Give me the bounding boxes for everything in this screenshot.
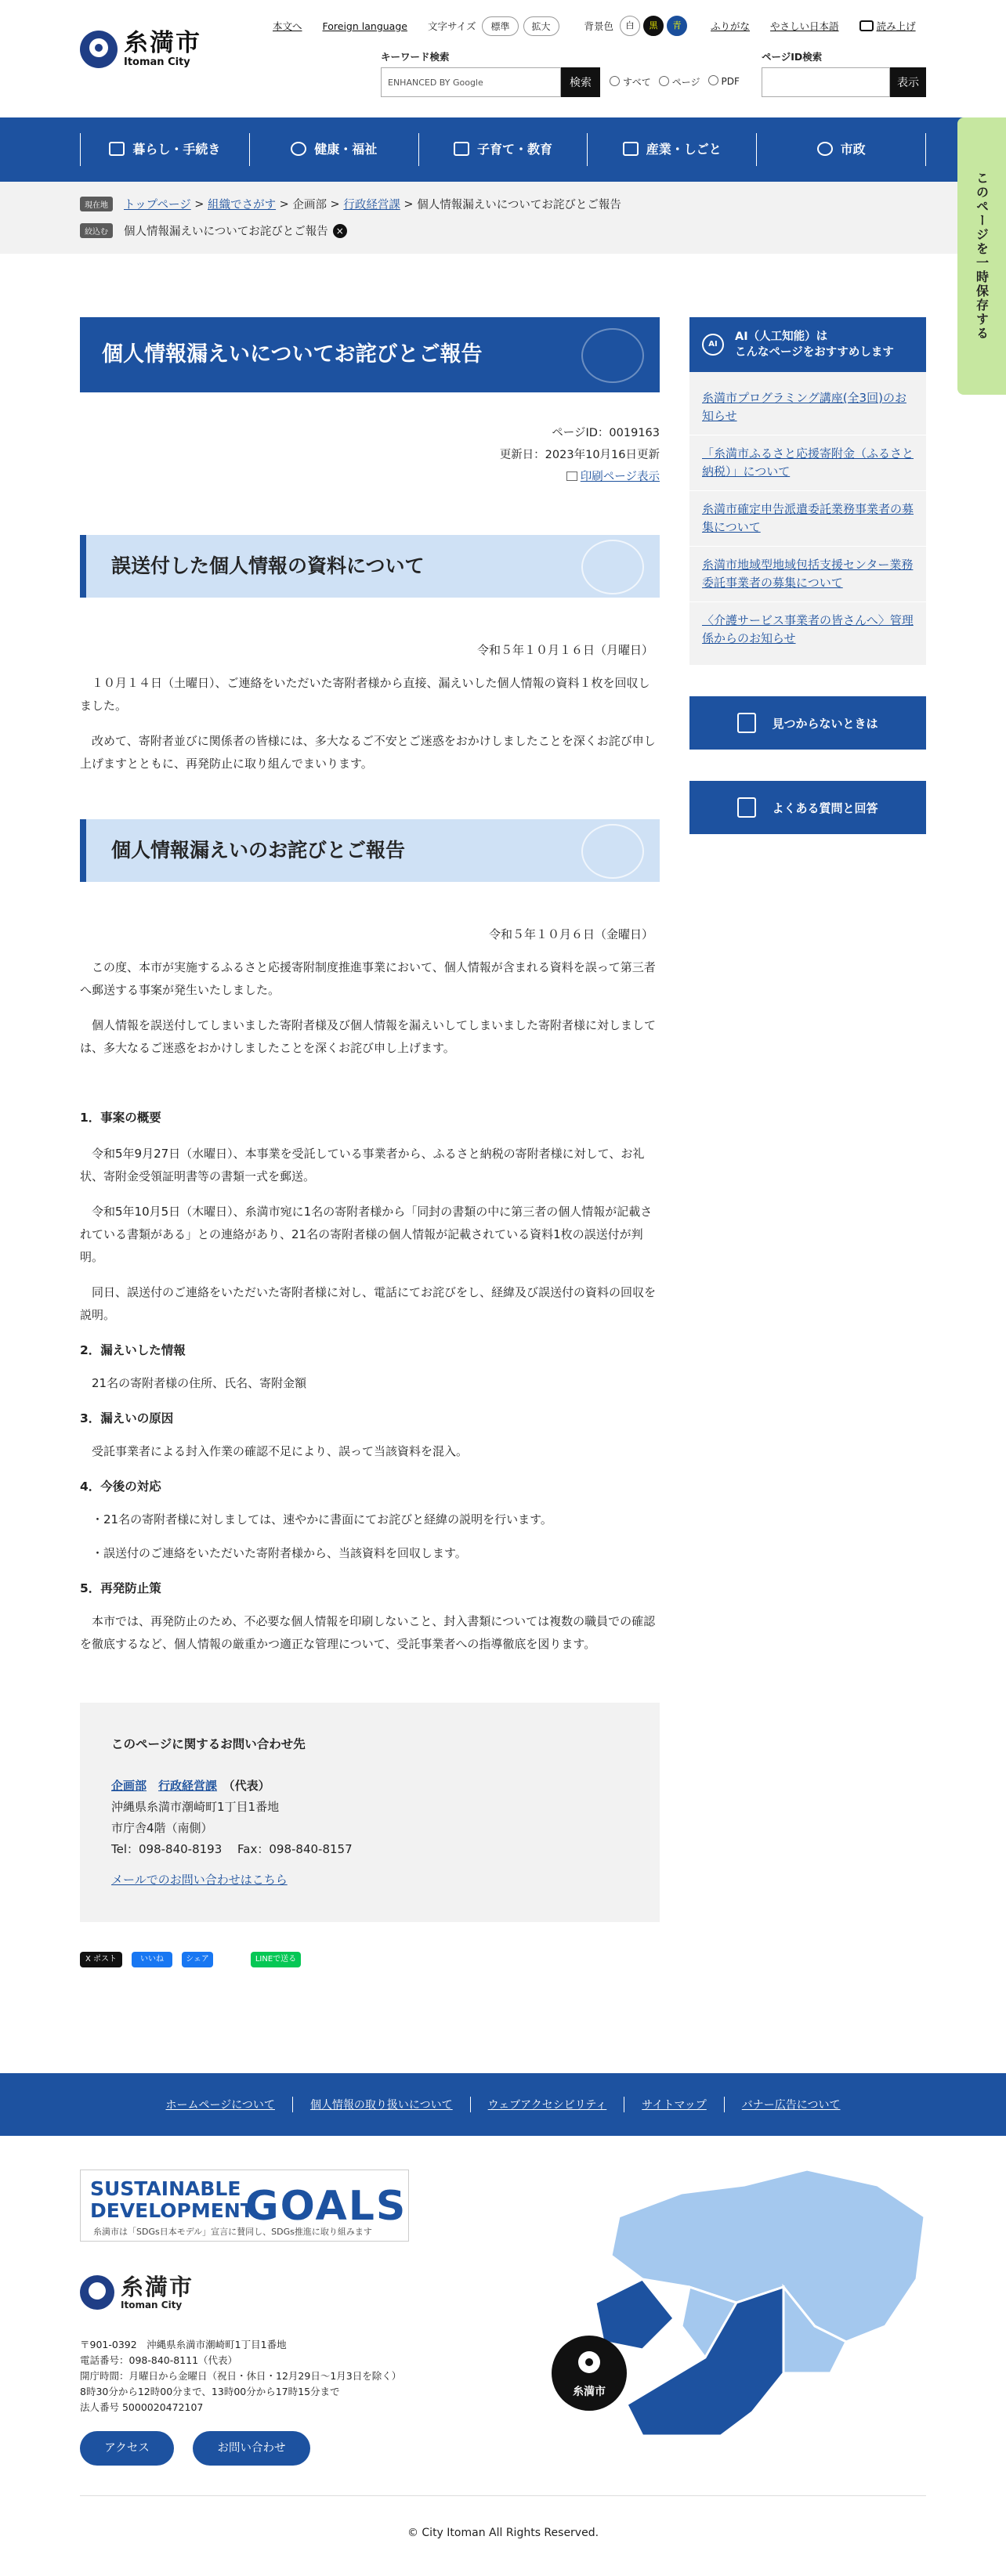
gnav-item-childcare[interactable]: 子育て・教育 xyxy=(418,133,588,166)
logo-text-ja: 糸満市 xyxy=(124,29,201,57)
radio-pdf[interactable]: PDF xyxy=(708,75,740,89)
x-post-button[interactable]: X ポスト xyxy=(80,1952,122,1967)
keyword-search-input[interactable]: ENHANCED BY Google xyxy=(381,67,561,97)
subheading: 2．漏えいした情報 xyxy=(80,1343,186,1357)
paragraph: 21名の寄附者様の住所、氏名、寄附金額 xyxy=(92,1376,307,1390)
radio-page[interactable]: ページ xyxy=(659,75,700,89)
gnav-item-living[interactable]: 暮らし・手続き xyxy=(80,133,249,166)
paragraph: 個人情報を誤送付してしまいました寄附者様及び個人情報を漏えいしてしまいました寄附者様に対しましては、多大なるご迷惑をおかけしましたことを深くお詫び申し上げます。 xyxy=(80,1018,657,1055)
footer-address xyxy=(80,2337,401,2415)
bg-blue-button[interactable]: 青 xyxy=(667,16,687,36)
read-aloud-link[interactable]: 読み上げ xyxy=(876,20,916,32)
contact-rep: （代表） xyxy=(229,1779,270,1793)
line-share-button[interactable]: LINEで送る xyxy=(251,1952,301,1967)
list-item[interactable]: 糸満市地域型地域包括支援センター業務委託事業者の募集について xyxy=(689,547,926,602)
gnav-item-health[interactable]: 健康・福祉 xyxy=(249,133,418,166)
subheading: 1．事案の概要 xyxy=(80,1111,161,1125)
footer-link-about[interactable]: ホームページについて xyxy=(165,2099,275,2112)
bg-white-button[interactable]: 白 xyxy=(620,16,640,36)
city-emblem-icon xyxy=(80,31,118,68)
paragraph: 本市では、再発防止のため、不必要な個人情報を印刷しないこと、封入書類については複数の職員での確認を徹底するなど、個人情報の厳重かつ適正な管理について、受託事業者への指導徹底を図ります。 xyxy=(80,1614,656,1651)
footer-link-privacy[interactable]: 個人情報の取り扱いについて xyxy=(292,2097,470,2112)
keyword-search-label: キーワード検索 xyxy=(381,51,450,63)
facebook-like-button[interactable]: いいね xyxy=(132,1952,172,1967)
page-id-input[interactable] xyxy=(762,67,890,97)
bg-black-button[interactable]: 黒 xyxy=(643,16,664,36)
breadcrumb-section[interactable]: 行政経営課 xyxy=(343,199,400,211)
ai-recommend-header xyxy=(689,317,926,372)
paragraph: 同日、誤送付のご連絡をいただいた寄附者様に対し、電話にてお詫びをし、経緯及び誤送付の資料の回収を説明。 xyxy=(80,1285,657,1322)
paragraph: 改めて、寄附者並びに関係者の皆様には、多大なるご不安とご迷惑をおかけしましたことを深くお詫び申し上げますとともに、再発防止に取り組んでまいります。 xyxy=(80,734,656,771)
search-document-icon xyxy=(737,713,756,733)
paragraph: 令和5年10月5日（木曜日）、糸満市宛に1名の寄附者様から「同封の書類の中に第三者の個人情報が記載されている書類がある」との連絡があり、21名の寄附者様の個人情報が記載されている資料1枚の誤送付が判明。 xyxy=(80,1205,653,1264)
contact-floor: 市庁舎4階（南側） xyxy=(111,1821,213,1835)
footer-logo-ja: 糸満市 xyxy=(121,2274,194,2300)
sdgs-line1: SUSTAINABLE xyxy=(90,2177,241,2200)
footer-logo-en: Itoman City xyxy=(121,2300,183,2310)
faq-button[interactable]: よくある質問と回答 xyxy=(689,781,926,834)
gnav-item-government[interactable]: 市政 xyxy=(756,133,926,166)
contact-address: 沖縄県糸満市潮崎町1丁目1番地 xyxy=(111,1800,280,1814)
bg-color-label: 背景色 xyxy=(584,20,614,32)
footer-link-banner[interactable]: バナー広告について xyxy=(724,2097,858,2112)
breadcrumb-current: 個人情報漏えいについてお詫びとご報告 xyxy=(417,199,621,211)
gnav-item-industry[interactable]: 産業・しごと xyxy=(587,133,756,166)
paragraph: ・21名の寄附者様に対しましては、速やかに書面にてお詫びと経緯の説明を行います。 xyxy=(92,1512,552,1526)
footer-address-line: 〒901-0392 沖縄県糸満市潮崎町1丁目1番地 xyxy=(80,2339,287,2350)
footer-address-line: 電話番号：098-840-8111（代表） xyxy=(80,2354,238,2366)
footer-address-line: 開庁時間：月曜日から金曜日（祝日・休日・12月29日〜1月3日を除く） xyxy=(80,2370,402,2382)
breadcrumb: 現在地 トップページ > 組織でさがす > 企画部 > 行政経営課 > 個人情報漏えいについてお詫びとご報告 絞込む 個人情報漏えいについてお詫びとご報告 × xyxy=(0,182,1006,254)
subheading: 4．今後の対応 xyxy=(80,1479,161,1494)
page-id-search-label: ページID検索 xyxy=(762,51,823,63)
contact-dept-link[interactable]: 企画部 xyxy=(111,1779,147,1793)
paragraph: 令和5年9月27日（水曜日）、本事業を受託している事業者から、ふるさと納税の寄附者様に対して、お礼状、寄附金受領証明書等の書類一式を郵送。 xyxy=(80,1147,645,1183)
close-icon[interactable]: × xyxy=(333,224,347,238)
contact-mail-link[interactable]: メールでのお問い合わせはこちら xyxy=(111,1873,288,1887)
sdgs-banner[interactable] xyxy=(80,2170,409,2242)
chat-icon xyxy=(737,797,756,818)
footer-address-line: 法人番号 5000020472107 xyxy=(80,2401,204,2413)
foreign-language-link[interactable]: Foreign language xyxy=(322,20,407,32)
ai-recommend-list xyxy=(689,372,926,665)
keyword-search-button[interactable]: 検索 xyxy=(561,67,600,97)
list-item[interactable]: 糸満市プログラミング講座(全3回)のお知らせ xyxy=(689,380,926,435)
font-size-standard-button[interactable]: 標準 xyxy=(482,16,518,36)
page-id: ページID：0019163 xyxy=(552,427,660,439)
font-size-label: 文字サイズ xyxy=(427,20,476,32)
map-label: 糸満市 xyxy=(573,2386,606,2398)
access-button[interactable]: アクセス xyxy=(80,2431,174,2466)
sdgs-line2: DEVELOPMENT xyxy=(90,2199,254,2222)
footer-link-sitemap[interactable]: サイトマップ xyxy=(624,2097,723,2112)
print-link[interactable]: 印刷ページ表示 xyxy=(580,471,660,483)
contact-button[interactable]: お問い合わせ xyxy=(193,2431,310,2466)
list-item[interactable]: 糸満市確定申告派遣委託業務事業者の募集について xyxy=(689,491,926,547)
site-header xyxy=(0,0,1006,117)
footer-nav xyxy=(0,2073,1006,2136)
page-id-button[interactable]: 表示 xyxy=(890,67,926,97)
font-size-large-button[interactable]: 拡大 xyxy=(523,16,559,36)
section-title-1: 誤送付した個人情報の資料について xyxy=(80,535,660,598)
list-item[interactable]: 「糸満市ふるさと応援寄附金（ふるさと納税）」について xyxy=(689,435,926,491)
breadcrumb-top[interactable]: トップページ xyxy=(124,199,191,211)
heart-icon xyxy=(291,142,306,156)
skip-to-content-link[interactable]: 本文へ xyxy=(273,20,302,32)
document-icon xyxy=(109,142,125,156)
filter-tag: 絞込む xyxy=(80,223,113,238)
footer-logo xyxy=(80,2274,194,2310)
subheading: 3．漏えいの原因 xyxy=(80,1411,174,1425)
city-emblem-icon xyxy=(817,142,833,156)
contact-section-link[interactable]: 行政経営課 xyxy=(158,1779,218,1793)
search-scope-radios xyxy=(610,75,740,89)
city-emblem-icon xyxy=(80,2275,114,2310)
list-item[interactable]: 〈介護サービス事業者の皆さんへ〉管理係からのお知らせ xyxy=(702,613,914,645)
subheading: 5．再発防止策 xyxy=(80,1581,161,1595)
section-date-2: 令和５年１０月６日（金曜日） xyxy=(488,927,653,941)
ai-title-line1: AI（人工知能）は xyxy=(735,331,828,343)
contact-tel: Tel：098-840-8193 Fax：098-840-8157 xyxy=(111,1842,353,1856)
speaker-icon xyxy=(859,20,874,31)
global-nav xyxy=(0,117,1006,182)
page-title: 個人情報漏えいについてお詫びとご報告 xyxy=(80,317,660,392)
sidebar xyxy=(689,317,926,834)
okinawa-map xyxy=(548,2170,940,2436)
radio-all[interactable]: すべて xyxy=(610,75,651,89)
section-date-1: 令和５年１０月１６日（月曜日） xyxy=(476,643,653,657)
printer-icon xyxy=(566,471,577,481)
utility-bar xyxy=(273,16,916,36)
sdgs-note: 糸満市は「SDGs日本モデル」宣言に賛同し、SDGs推進に取り組みます xyxy=(93,2227,372,2237)
sns-buttons xyxy=(80,1952,660,1967)
copyright: © City Itoman All Rights Reserved. xyxy=(407,2527,599,2539)
ai-icon: AI xyxy=(702,334,724,356)
logo-text-en: Itoman City xyxy=(124,56,190,68)
main-content xyxy=(80,317,660,1967)
breadcrumb-org[interactable]: 組織でさがす xyxy=(208,199,277,211)
paragraph: この度、本市が実施するふるさと応援寄附制度推進事業において、個人情報が含まれる資料を誤って第三者へ郵送する事案が発生いたしました。 xyxy=(80,960,656,997)
contact-title: このページに関するお問い合わせ先 xyxy=(111,1737,306,1751)
easy-japanese-link[interactable]: やさしい日本語 xyxy=(770,20,839,32)
not-found-button[interactable]: 見つからないときは xyxy=(689,696,926,750)
building-icon xyxy=(623,142,639,156)
save-page-tab[interactable]: このページを一時保存する xyxy=(957,117,1006,395)
filter-value: 個人情報漏えいについてお詫びとご報告 xyxy=(124,226,328,238)
contact-box xyxy=(80,1703,660,1922)
paragraph: １０月１４日（土曜日）、ご連絡をいただいた寄附者様から直接、漏えいした個人情報の資料１枚を回収しました。 xyxy=(80,676,650,713)
footer-link-accessibility[interactable]: ウェブアクセシビリティ xyxy=(470,2097,624,2112)
facebook-share-button[interactable]: シェア xyxy=(182,1952,213,1967)
breadcrumb-dept: 企画部 xyxy=(292,199,327,211)
paragraph: ・誤送付のご連絡をいただいた寄附者様から、当該資料を回収します。 xyxy=(92,1546,467,1560)
book-icon xyxy=(454,142,469,156)
footer-address-line: 8時30分から12時00分まで、13時00分から17時15分まで xyxy=(80,2386,340,2397)
site-logo[interactable] xyxy=(80,30,201,68)
updated-date: 更新日：2023年10月16日更新 xyxy=(499,449,660,461)
sdgs-goals: GOALS xyxy=(245,2183,407,2230)
current-location-tag: 現在地 xyxy=(80,197,113,211)
ai-title-line2: こんなページをおすすめします xyxy=(735,346,894,359)
page-meta xyxy=(80,422,660,488)
paragraph: 受託事業者による封入作業の確認不足により、誤って当該資料を混入。 xyxy=(92,1444,469,1458)
section-title-2: 個人情報漏えいのお詫びとご報告 xyxy=(80,819,660,882)
furigana-link[interactable]: ふりがな xyxy=(711,20,751,32)
